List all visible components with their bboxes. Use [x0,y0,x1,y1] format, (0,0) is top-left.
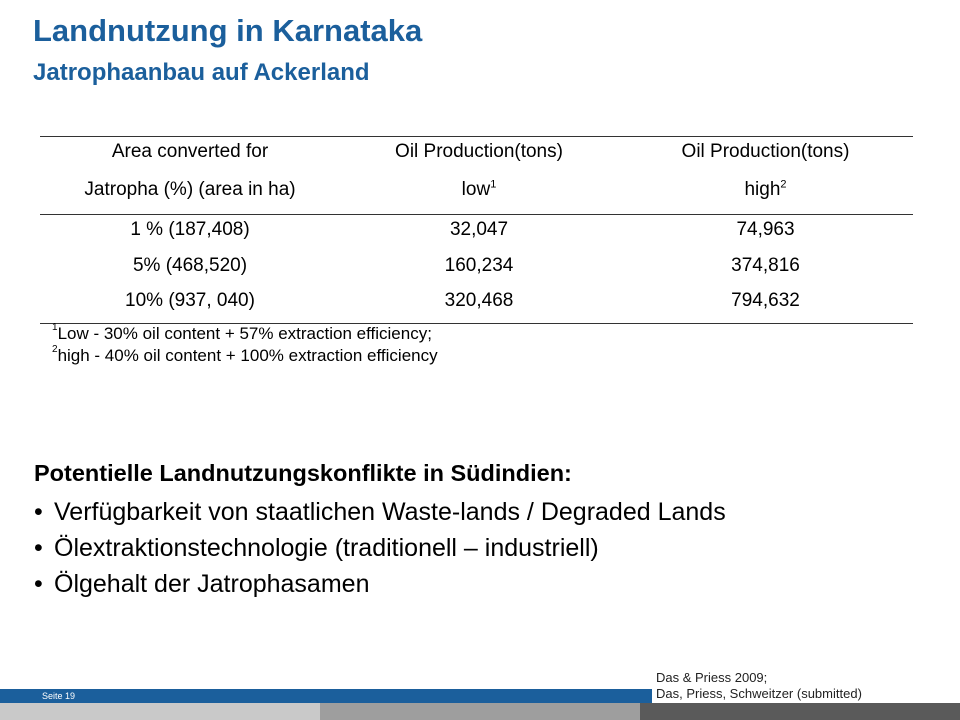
footer-bar [0,689,652,703]
citation-line-1: Das & Priess 2009; [656,670,768,685]
slide-subtitle: Jatrophaanbau auf Ackerland [33,59,370,86]
list-item: • Ölgehalt der Jatrophasamen [34,566,726,602]
header-col1-line1: Area converted for [111,141,269,162]
header-col2-line1: Oil Production(tons) [395,141,563,162]
table-row-1-high: 74,963 [736,219,795,240]
citation-line-2: Das, Priess, Schweitzer (submitted) [656,686,862,701]
table-header-rule [40,214,913,215]
list-item: • Verfügbarkeit von staatlichen Waste-lands / Degraded Lands [34,494,726,530]
header-col1-line2: Jatropha (%) (area in ha) [84,179,296,200]
footnote-2: $^2$high - 40% oil content + 100% extraction efficiency [52,344,438,365]
table-row-2-low: 160,234 [444,255,514,276]
bullet-icon: • [34,534,43,562]
table-row-3-area: 10% (937, 040) [125,290,255,311]
list-item: • Ölextraktionstechnologie (traditionell – industriell) [34,530,726,566]
footer-strip-light [0,703,320,720]
bullet-icon: • [34,570,43,598]
header-col3-line2: high$^2$ [744,178,787,200]
header-col3-line1: Oil Production(tons) [681,141,850,162]
footer-strip-dark [640,703,960,720]
conflicts-list [34,494,726,602]
slide-title: Landnutzung in Karnataka [33,13,423,48]
page-number: Seite 19 [42,691,76,701]
table-top-rule [40,136,913,137]
citation [656,670,862,702]
table-row-2-area: 5% (468,520) [132,255,248,276]
table-row-1-area: 1 % (187,408) [130,219,250,240]
footnote-1: $^1$Low - 30% oil content + 57% extraction efficiency; [52,322,432,343]
header-col2-line2: low$^1$ [461,178,497,200]
footer-strip-mid [320,703,640,720]
table-row-2-high: 374,816 [731,255,800,276]
table-row-3-high: 794,632 [731,290,800,311]
table-row-3-low: 320,468 [444,290,514,311]
table-row-1-low: 32,047 [449,219,509,240]
bullet-icon: • [34,498,43,526]
conflicts-heading: Potentielle Landnutzungskonflikte in Südindien: [34,460,572,486]
